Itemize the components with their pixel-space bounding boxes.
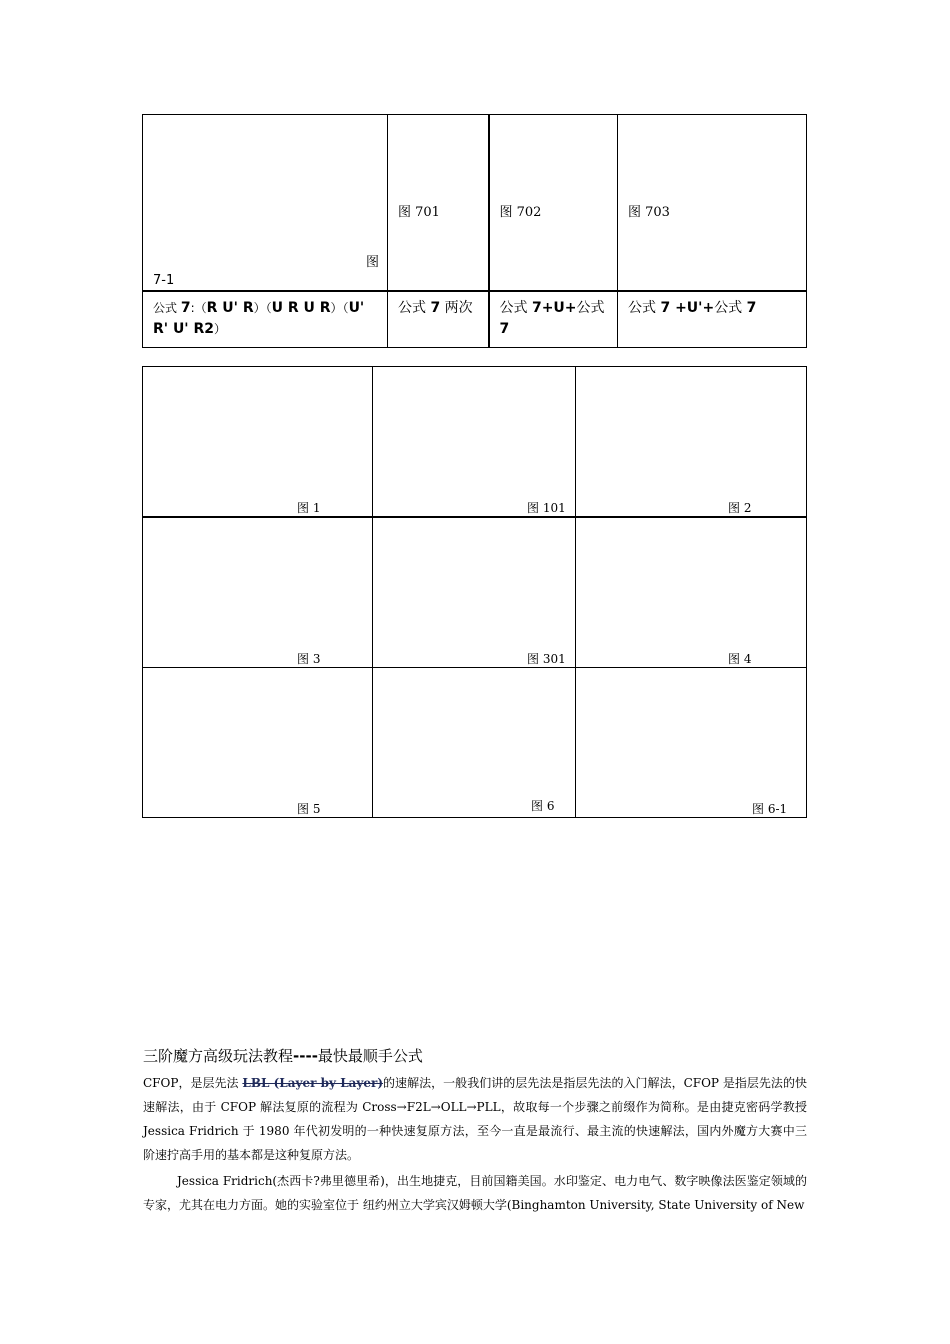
figure-caption: 图 5 bbox=[297, 802, 321, 816]
formula-7-table bbox=[142, 114, 807, 348]
figure-cell bbox=[373, 367, 576, 518]
figure-7-1-cell bbox=[143, 115, 388, 292]
figure-cell bbox=[373, 517, 576, 668]
figure-cell bbox=[373, 668, 576, 818]
figure-703-cell bbox=[618, 115, 807, 292]
figure-cell bbox=[576, 668, 807, 818]
figure-caption: 图 6 bbox=[531, 799, 555, 813]
formula-7-cell: 公式 7:（R U' R）（U R U R）（U' R' U' R2） bbox=[143, 291, 388, 348]
figure-caption: 图 bbox=[365, 255, 379, 270]
figure-caption: 图 2 bbox=[728, 501, 752, 515]
formula-7-twice-cell: 公式 7 两次 bbox=[388, 291, 489, 348]
figure-caption: 图 3 bbox=[297, 652, 321, 666]
figure-caption: 图 1 bbox=[297, 501, 321, 515]
figure-grid-table bbox=[142, 366, 807, 818]
figure-caption: 图 4 bbox=[728, 652, 752, 666]
formula-7-uprime-7-cell: 公式 7 +U'+公式 7 bbox=[618, 291, 807, 348]
figure-caption: 图 6-1 bbox=[752, 802, 788, 816]
figure-caption: 7-1 bbox=[153, 273, 175, 288]
figure-caption: 图 301 bbox=[527, 652, 566, 666]
paragraph-cfop: CFOP，是层先法 LBL (Layer by Layer)的速解法，一般我们讲的层先法是指层先法的入门解法，CFOP 是指层先法的快速解法，由于 CFOP 解法复原的流程为 Cross→F2L→OLL→PLL，故取每一个步骤之前缀作为简称。是由捷克密码学教授 Jessica Fridrich 于 1980 年代初发明的一种快速复原方法，至今一直是最流行、最主流的快速解法，国内外魔方大赛中三阶速拧高手用的基本都是这种复原方法。 bbox=[143, 1076, 807, 1162]
figure-caption: 图 101 bbox=[527, 501, 566, 515]
paragraph-fridrich: Jessica Fridrich(杰西卡?弗里德里希)，出生地捷克，目前国籍美国。水印鉴定、电力电气、数字映像法医鉴定领域的专家，尤其在电力方面。她的实验室位于 纽约州立大学宾汉姆顿大学(Binghamton University, State University of New bbox=[143, 1174, 807, 1212]
figure-caption: 图 701 bbox=[398, 205, 440, 220]
figure-702-cell bbox=[489, 115, 618, 292]
figure-cell bbox=[143, 367, 373, 518]
figure-cell bbox=[576, 517, 807, 668]
figure-cell bbox=[576, 367, 807, 518]
struck-text: LBL (Layer by Layer) bbox=[242, 1076, 384, 1090]
section-heading: 三阶魔方高级玩法教程----最快最顺手公式 bbox=[143, 1047, 423, 1065]
figure-701-cell bbox=[388, 115, 489, 292]
figure-caption: 图 703 bbox=[628, 205, 670, 220]
figure-caption: 图 702 bbox=[499, 205, 542, 220]
figure-cell bbox=[143, 668, 373, 818]
formula-7-u-7-cell: 公式 7+U+公式 7 bbox=[489, 291, 618, 348]
figure-cell bbox=[143, 517, 373, 668]
